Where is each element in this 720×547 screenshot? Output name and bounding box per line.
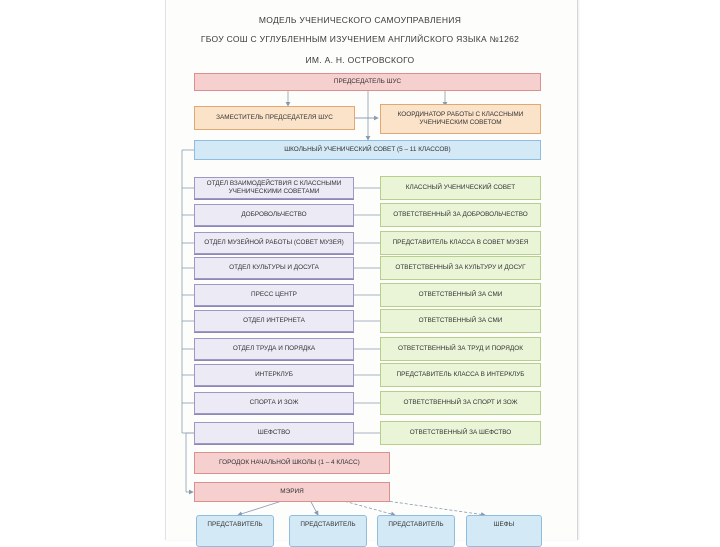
- department-box: ПРЕСС ЦЕНТР: [194, 284, 354, 306]
- chairman-box: ПРЕДСЕДАТЕЛЬ ШУС: [194, 73, 541, 91]
- department-box: ИНТЕРКЛУБ: [194, 364, 354, 386]
- bottom-box: ШЕФЫ: [466, 515, 542, 547]
- school-council-box: ШКОЛЬНЫЙ УЧЕНИЧЕСКИЙ СОВЕТ (5 – 11 КЛАССОВ): [194, 140, 541, 160]
- department-box: ОТДЕЛ ТРУДА И ПОРЯДКА: [194, 338, 354, 360]
- deputy-box: ЗАМЕСТИТЕЛЬ ПРЕДСЕДАТЕЛЯ ШУС: [194, 106, 355, 130]
- coordinator-box: КООРДИНАТОР РАБОТЫ С КЛАССНЫМИ УЧЕНИЧЕСКИМ СОВЕТОМ: [380, 104, 541, 134]
- school-name: ГБОУ СОШ С УГЛУБЛЕННЫМ ИЗУЧЕНИЕМ АНГЛИЙСКОГО ЯЗЫКА №1262: [200, 34, 520, 44]
- responsible-box: ОТВЕТСТВЕННЫЙ ЗА СМИ: [380, 309, 541, 333]
- school-name-suffix: ИМ. А. Н. ОСТРОВСКОГО: [305, 55, 415, 65]
- department-box: ОТДЕЛ ВЗАИМОДЕЙСТВИЯ С КЛАССНЫМИ УЧЕНИЧЕСКИМИ СОВЕТАМИ: [194, 177, 354, 199]
- bottom-box: ПРЕДСТАВИТЕЛЬ: [289, 515, 367, 547]
- responsible-box: ОТВЕТСТВЕННЫЙ ЗА ТРУД И ПОРЯДОК: [380, 337, 541, 361]
- responsible-box: ПРЕДСТАВИТЕЛЬ КЛАССА В ИНТЕРКЛУБ: [380, 363, 541, 387]
- department-box: ОТДЕЛ ИНТЕРНЕТА: [194, 310, 354, 332]
- diagram-title: МОДЕЛЬ УЧЕНИЧЕСКОГО САМОУПРАВЛЕНИЯ: [258, 15, 462, 25]
- responsible-box: ОТВЕТСТВЕННЫЙ ЗА ДОБРОВОЛЬЧЕСТВО: [380, 203, 541, 227]
- bottom-box: ПРЕДСТАВИТЕЛЬ: [377, 515, 455, 547]
- bottom-box: ПРЕДСТАВИТЕЛЬ: [196, 515, 274, 547]
- department-box: СПОРТА И ЗОЖ: [194, 392, 354, 414]
- responsible-box: ОТВЕТСТВЕННЫЙ ЗА СМИ: [380, 283, 541, 307]
- responsible-box: ПРЕДСТАВИТЕЛЬ КЛАССА В СОВЕТ МУЗЕЯ: [380, 231, 541, 255]
- responsible-box: ОТВЕТСТВЕННЫЙ ЗА КУЛЬТУРУ И ДОСУГ: [380, 256, 541, 280]
- department-box: ШЕФСТВО: [194, 422, 354, 444]
- department-box: ОТДЕЛ КУЛЬТУРЫ И ДОСУГА: [194, 257, 354, 279]
- responsible-box: КЛАССНЫЙ УЧЕНИЧЕСКИЙ СОВЕТ: [380, 176, 541, 200]
- responsible-box: ОТВЕТСТВЕННЫЙ ЗА СПОРТ И ЗОЖ: [380, 391, 541, 415]
- junior-city-box: ГОРОДОК НАЧАЛЬНОЙ ШКОЛЫ (1 – 4 КЛАСС): [194, 452, 390, 474]
- department-box: ОТДЕЛ МУЗЕЙНОЙ РАБОТЫ (СОВЕТ МУЗЕЯ): [194, 232, 354, 254]
- department-box: ДОБРОВОЛЬЧЕСТВО: [194, 204, 354, 226]
- mayor-box: МЭРИЯ: [194, 482, 390, 502]
- responsible-box: ОТВЕТСТВЕННЫЙ ЗА ШЕФСТВО: [380, 421, 541, 445]
